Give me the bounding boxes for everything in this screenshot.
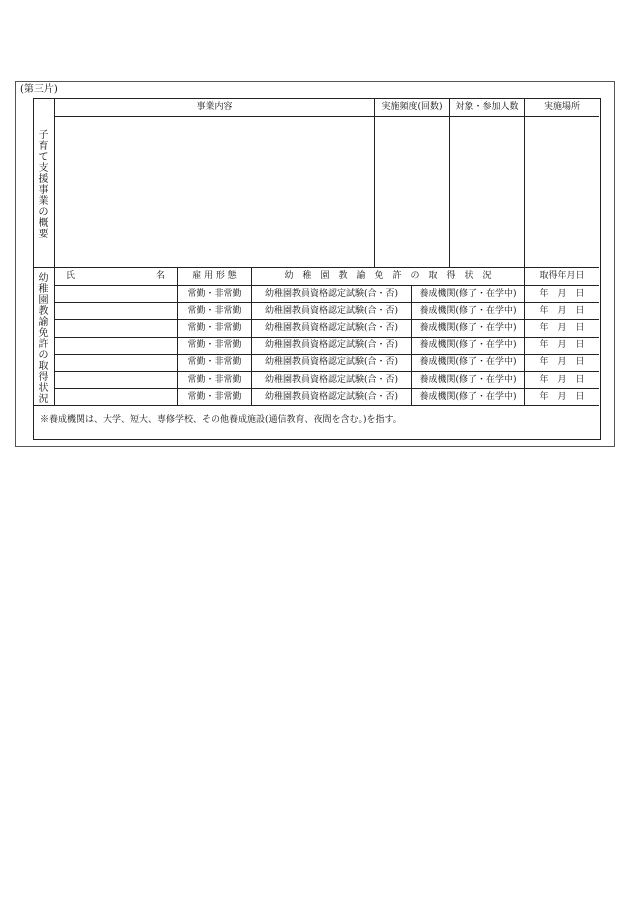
institution-cell: 養成機関(修了・在学中) [419,357,517,368]
header-content: 事業内容 [196,102,233,112]
institution-cell: 養成機関(修了・在学中) [419,288,517,299]
header-employment: 雇 用 形 態 [192,271,237,281]
date-cell: 年 月 日 [539,340,585,351]
header-frequency: 実施頻度(回数) [381,102,443,112]
name-cell[interactable] [55,355,177,371]
employment-cell: 常勤・非常勤 [187,374,242,385]
sheet-label: (第三片) [20,84,58,95]
name-cell[interactable] [55,389,177,405]
frequency-cell[interactable] [375,117,449,267]
employment-cell: 常勤・非常勤 [187,391,242,402]
institution-cell: 養成機関(修了・在学中) [419,340,517,351]
target-cell[interactable] [450,117,524,267]
employment-cell: 常勤・非常勤 [187,288,242,299]
exam-cell: 幼稚園教員資格認定試験(合・否) [264,340,399,351]
date-cell: 年 月 日 [539,374,585,385]
content-cell[interactable] [55,117,374,267]
header-target: 対象・参加人数 [455,102,519,112]
section2-vertical-label: 幼 稚 園 教 諭 免 許 の 取 得 状 況 [38,273,49,405]
date-cell: 年 月 日 [539,305,585,316]
exam-cell: 幼稚園教員資格認定試験(合・否) [264,322,399,333]
exam-cell: 幼稚園教員資格認定試験(合・否) [264,357,399,368]
date-cell: 年 月 日 [539,288,585,299]
exam-cell: 幼稚園教員資格認定試験(合・否) [264,288,399,299]
name-cell[interactable] [55,338,177,354]
header-place: 実施場所 [543,102,580,112]
employment-cell: 常勤・非常勤 [187,357,242,368]
header-name-last: 名 [156,271,166,281]
institution-cell: 養成機関(修了・在学中) [419,374,517,385]
date-cell: 年 月 日 [539,322,585,333]
name-cell[interactable] [55,320,177,336]
section1-vertical-label: 子 育 て 支 援 事 業 の 概 要 [38,130,49,240]
header-license-status: 幼 稚 園 教 諭 免 許 の 取 得 状 況 [284,271,492,281]
name-cell[interactable] [55,303,177,319]
header-name-first: 氏 [66,271,76,281]
employment-cell: 常勤・非常勤 [187,340,242,351]
employment-cell: 常勤・非常勤 [187,305,242,316]
employment-cell: 常勤・非常勤 [187,322,242,333]
institution-cell: 養成機関(修了・在学中) [419,322,517,333]
header-acquisition-date: 取得年月日 [539,271,585,281]
place-cell[interactable] [525,117,599,267]
exam-cell: 幼稚園教員資格認定試験(合・否) [264,374,399,385]
exam-cell: 幼稚園教員資格認定試験(合・否) [264,305,399,316]
date-cell: 年 月 日 [539,357,585,368]
institution-cell: 養成機関(修了・在学中) [419,305,517,316]
institution-cell: 養成機関(修了・在学中) [419,391,517,402]
footnote: ※養成機関は、大学、短大、専修学校、その他養成施設(通信教育、夜間を含む。)を指す。 [40,415,402,425]
name-cell[interactable] [55,286,177,302]
exam-cell: 幼稚園教員資格認定試験(合・否) [264,391,399,402]
section-separator [33,267,599,268]
date-cell: 年 月 日 [539,391,585,402]
name-cell[interactable] [55,372,177,388]
